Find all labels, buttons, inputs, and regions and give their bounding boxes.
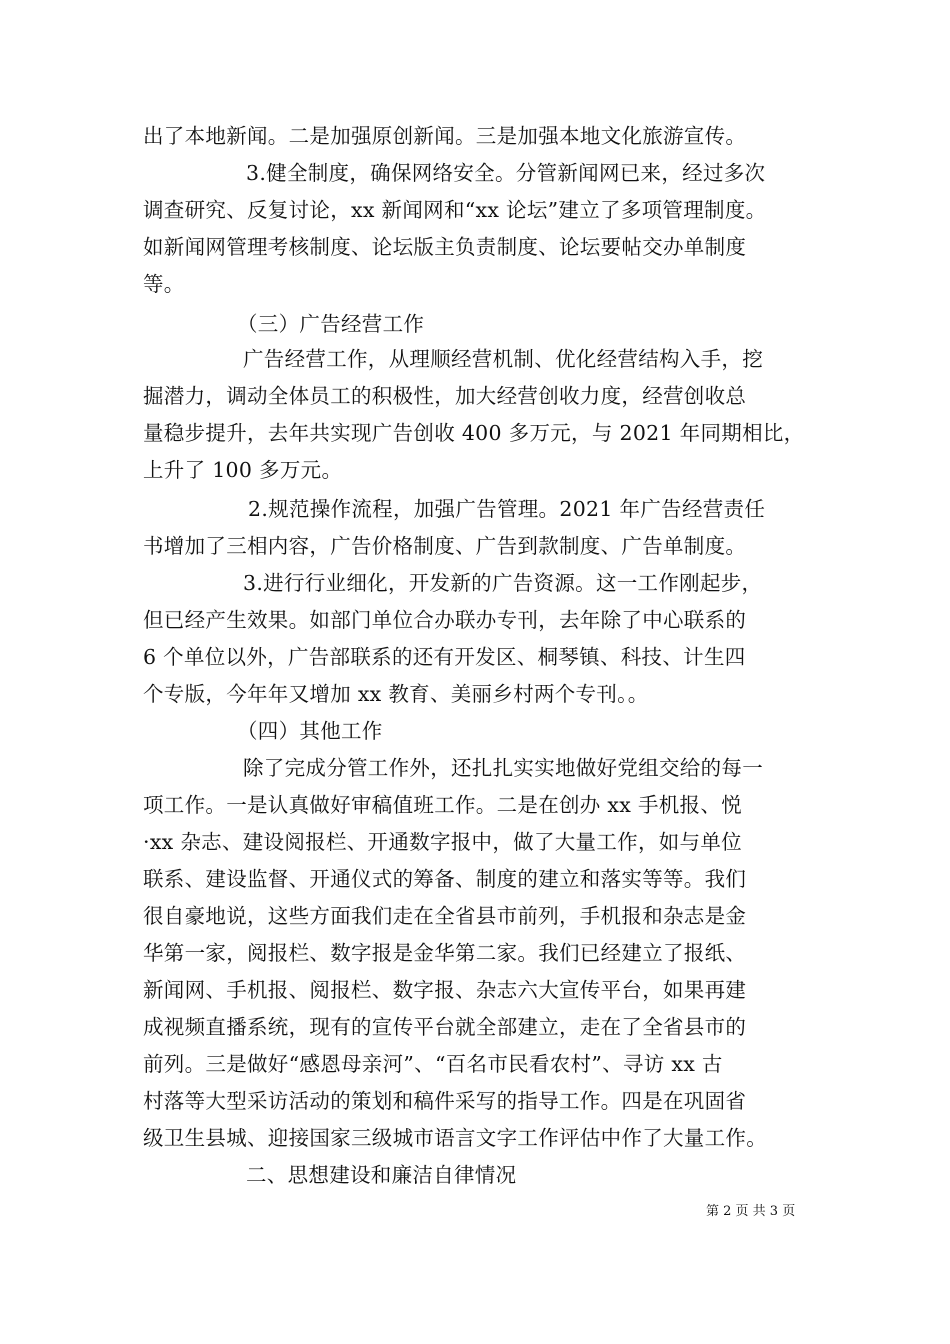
section-heading-4: （四）其他工作 (237, 719, 383, 743)
text-line-20: ·xx 杂志、建设阅报栏、开通数字报中，做了大量工作，如与单位 (143, 830, 742, 854)
text-line-9: 量稳步提升，去年共实现广告创收 400 多万元，与 2021 年同期相比， (143, 421, 805, 445)
text-line-24: 新闻网、手机报、阅报栏、数字报、杂志六大宣传平台，如果再建 (143, 978, 747, 1002)
text-line-18: 除了完成分管工作外，还扎扎实实地做好党组交给的每一 (243, 756, 763, 780)
text-line-25: 成视频直播系统，现有的宣传平台就全部建立，走在了全省县市的 (143, 1015, 747, 1039)
text-line-14: 但已经产生效果。如部门单位合办联办专刊，去年除了中心联系的 (143, 608, 747, 632)
text-line-12: 书增加了三相内容，广告价格制度、广告到款制度、广告单制度。 (143, 534, 747, 558)
text-line-1: 出了本地新闻。二是加强原创新闻。三是加强本地文化旅游宣传。 (143, 124, 747, 148)
page-number: 第 2 页 共 3 页 (706, 1204, 796, 1219)
text-line-28: 级卫生县城、迎接国家三级城市语言文字工作评估中作了大量工作。 (143, 1126, 767, 1150)
text-line-10: 上升了 100 多万元。 (143, 458, 343, 482)
text-line-26: 前列。三是做好“感恩母亲河”、“百名市民看农村”、寻访 xx 古 (143, 1052, 723, 1076)
text-line-15: 6 个单位以外，广告部联系的还有开发区、桐琴镇、科技、计生四 (143, 645, 746, 669)
text-line-22: 很自豪地说，这些方面我们走在全省县市前列，手机报和杂志是金 (143, 904, 747, 928)
text-line-27: 村落等大型采访活动的策划和稿件采写的指导工作。四是在巩固省 (143, 1089, 747, 1113)
text-line-2: 3.健全制度，确保网络安全。分管新闻网已来，经过多次 (246, 161, 766, 185)
text-line-13: 3.进行行业细化，开发新的广告资源。这一工作刚起步， (243, 571, 763, 595)
text-line-16: 个专版，今年年又增加 xx 教育、美丽乡村两个专刊。。 (143, 682, 649, 706)
text-line-7: 广告经营工作，从理顺经营机制、优化经营结构入手，挖 (243, 347, 763, 371)
section-heading-3: （三）广告经营工作 (237, 312, 425, 336)
text-line-5: 等。 (143, 272, 185, 296)
text-line-11: 2.规范操作流程，加强广告管理。2021 年广告经营责任 (248, 497, 766, 521)
text-line-4: 如新闻网管理考核制度、论坛版主负责制度、论坛要帖交办单制度 (143, 235, 747, 259)
text-line-23: 华第一家，阅报栏、数字报是金华第二家。我们已经建立了报纸、 (143, 941, 747, 965)
text-line-21: 联系、建设监督、开通仪式的筹备、制度的建立和落实等等。我们 (143, 867, 747, 891)
text-line-19: 项工作。一是认真做好审稿值班工作。二是在创办 xx 手机报、悦 (143, 793, 742, 817)
text-line-3: 调查研究、反复讨论，xx 新闻网和“xx 论坛”建立了多项管理制度。 (143, 198, 767, 222)
text-line-8: 掘潜力，调动全体员工的积极性，加大经营创收力度，经营创收总 (143, 384, 747, 408)
section-heading-2: 二、思想建设和廉洁自律情况 (246, 1163, 517, 1187)
